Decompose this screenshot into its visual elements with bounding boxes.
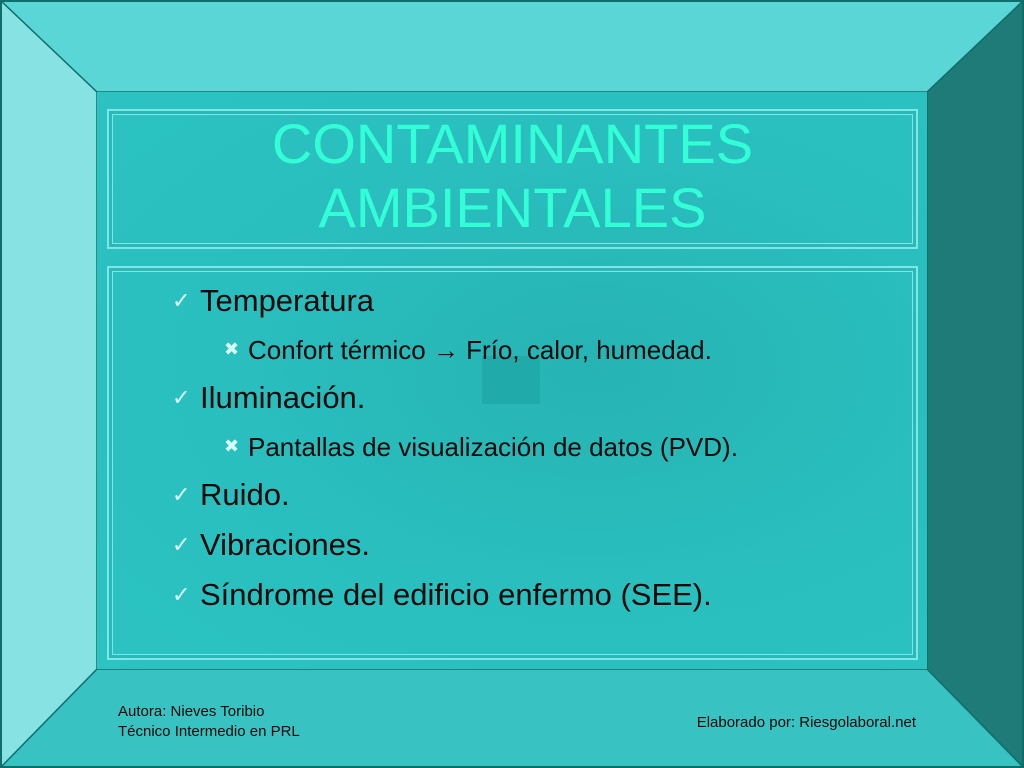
- bullet-item: [172, 276, 902, 326]
- bevel-left: [0, 0, 97, 768]
- bullet-text: Síndrome del edificio enfermo (SEE).: [200, 577, 712, 612]
- sub-bullet-item: [172, 423, 902, 470]
- footer-credit: Elaborado por: Riesgolaboral.net: [696, 714, 916, 731]
- cross-icon: ✖: [224, 339, 240, 359]
- cross-icon: ✖: [224, 436, 240, 456]
- bullet-item: [172, 373, 902, 423]
- bullet-text: Iluminación.: [200, 380, 366, 415]
- bullet-item: [172, 470, 902, 520]
- check-icon: ✓: [172, 582, 191, 607]
- bullet-text: Temperatura: [200, 283, 375, 318]
- check-icon: ✓: [172, 385, 191, 410]
- bullet-item: [172, 570, 902, 620]
- title-line-2: AMBIENTALES: [318, 176, 707, 239]
- bullet-text: Ruido.: [200, 477, 290, 512]
- bullet-text: Vibraciones.: [200, 527, 371, 562]
- bullet-list: [172, 276, 902, 620]
- title-line-1: CONTAMINANTES: [271, 112, 754, 175]
- author-name: Autora: Nieves Toribio: [118, 703, 265, 720]
- author-title: Técnico Intermedio en PRL: [118, 723, 300, 740]
- slide-title: [107, 112, 918, 240]
- footer-author: [118, 702, 300, 742]
- check-icon: ✓: [172, 288, 191, 313]
- bevel-top: [0, 0, 1024, 92]
- sub-bullet-text: Confort térmico → Frío, calor, humedad.: [248, 335, 712, 365]
- bullet-item: [172, 520, 902, 570]
- sub-bullet-item: [172, 326, 902, 373]
- check-icon: ✓: [172, 532, 191, 557]
- check-icon: ✓: [172, 482, 191, 507]
- bevel-right: [927, 0, 1024, 768]
- sub-bullet-text: Pantallas de visualización de datos (PVD).: [248, 432, 738, 462]
